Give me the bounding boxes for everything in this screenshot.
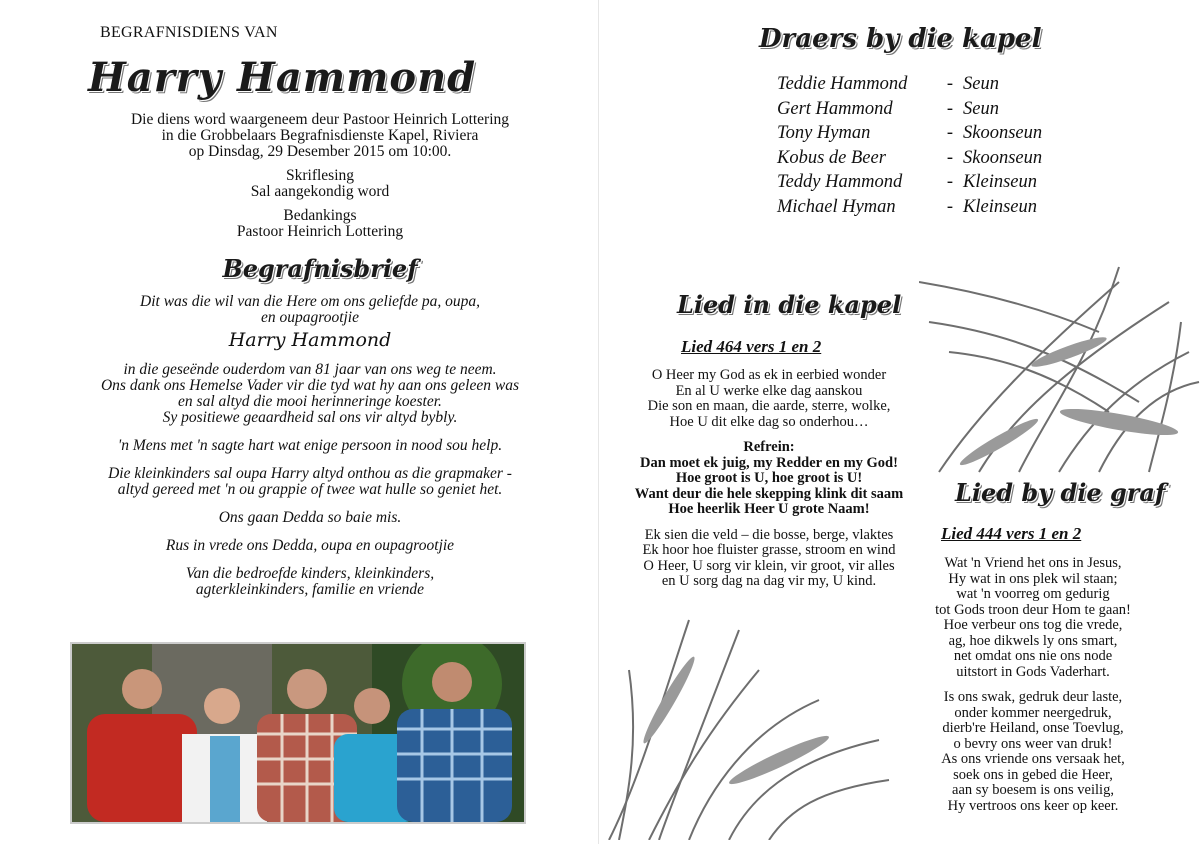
bearer-name: Tony Hyman	[777, 123, 871, 143]
bearer-row	[777, 121, 1042, 146]
bearer-name: Teddie Hammond	[777, 74, 908, 94]
grave-verse-1: Wat 'n Vriend het ons in Jesus, Hy wat in ons plek wil staan; wat 'n voorreg om gedurig tot Gods troon deur Hom te gaan! Hoe verbeur ons tog die vrede, ag, hoe dikwels ly ons smart, net omdat ons nie ons node uitstort in Gods Vaderhart.	[935, 555, 1131, 680]
grass-decoration-bottom	[599, 610, 899, 840]
letter-paragraph: Ons gaan Dedda so baie mis.	[218, 509, 402, 526]
bearer-row	[777, 170, 1042, 195]
letter-name: Harry Hammond	[228, 329, 392, 351]
letter-paragraph: Rus in vrede ons Dedda, oupa en oupagrootjie	[165, 537, 455, 554]
bearer-dash: -	[946, 74, 954, 94]
service-details	[60, 112, 580, 160]
deceased-name-title: Harry Hammond	[88, 54, 477, 101]
thanks-block	[60, 208, 580, 240]
bearer-dash: -	[946, 172, 954, 192]
bearers-title: Draers by die kapel	[759, 24, 1042, 54]
left-page	[0, 0, 598, 844]
bearer-name: Kobus de Beer	[777, 147, 886, 168]
chapel-song-number: Lied 464 vers 1 en 2	[681, 337, 822, 356]
bearer-name: Teddy Hammond	[777, 172, 903, 192]
service-header: BEGRAFNISDIENS VAN	[100, 24, 278, 41]
right-page	[598, 0, 1200, 844]
bearer-relation: Skoonseun	[963, 147, 1043, 168]
letter-paragraph: Van die bedroefde kinders, kleinkinders, agterkleinkinders, familie en vriende	[185, 565, 435, 598]
chapel-song-lyrics	[609, 368, 929, 600]
family-photo	[70, 642, 526, 824]
funeral-letter	[40, 294, 580, 610]
letter-intro-line: en oupagrootjie	[260, 309, 359, 326]
letter-intro-line: Dit was die wil van die Here om ons geliefde pa, oupa,	[140, 293, 480, 310]
bearer-dash: -	[946, 196, 954, 217]
service-line: op Dinsdag, 29 Desember 2015 om 10:00.	[188, 143, 452, 160]
bearer-relation: Kleinseun	[963, 196, 1037, 217]
grave-verse-2: Is ons swak, gedruk deur laste, onder kommer neergedruk, dierb're Heiland, onse Toevlug, o bevry ons weer van druk! As ons vriende ons versaak het, soek ons in gebed die Heer, aan sy boesem is ons veilig, Hy vertroos ons keer op keer.	[941, 689, 1125, 814]
grave-song-number: Lied 444 vers 1 en 2	[941, 524, 1082, 543]
chapel-refrain: Refrein: Dan moet ek juig, my Redder en my God! Hoe groot is U, hoe groot is U! Want deur die hele skepping klink dit saam Hoe heerlik Heer U grote Naam!	[634, 439, 904, 517]
grass-decoration-top	[919, 262, 1200, 476]
bearer-dash: -	[946, 123, 954, 143]
bearer-relation: Seun	[963, 98, 999, 119]
bearer-name: Gert Hammond	[777, 98, 893, 119]
bearer-relation: Skoonseun	[963, 123, 1043, 143]
letter-paragraph: Die kleinkinders sal oupa Harry altyd onthou as die grapmaker - altyd gereed met 'n ou grappie of twee wat hulle so geniet het.	[108, 465, 512, 498]
chapel-verse-2: Ek sien die veld – die bosse, berge, vlaktes Ek hoor hoe fluister grasse, stroom en wind O Heer, U sorg vir klein, vir groot, vir alles en U sorg dag na dag vir my, U kind.	[642, 526, 896, 589]
family-photo-illustration	[72, 644, 524, 822]
grave-song-heading: Lied by die graf	[955, 478, 1166, 507]
service-line: in die Grobbelaars Begrafnisdienste Kapel, Riviera	[161, 127, 479, 144]
letter-paragraph: in die geseënde ouderdom van 81 jaar van ons weg te neem. Ons dank ons Hemelse Vader vir die tyd wat hy aan ons geleen was en sal altyd die mooi herinneringe koester. Sy positiewe geaardheid sal ons vir altyd bybly.	[100, 361, 519, 426]
thanks-value: Pastoor Heinrich Lottering	[236, 223, 404, 240]
reading-label: Skriflesing	[285, 167, 355, 184]
letter-paragraph: 'n Mens met 'n sagte hart wat enige persoon in nood sou help.	[117, 437, 503, 454]
bearer-row	[777, 97, 1042, 122]
reading-block	[60, 168, 580, 200]
bearer-row	[777, 72, 1042, 97]
bearer-row	[777, 146, 1042, 171]
bearer-relation: Seun	[963, 74, 999, 94]
bearer-relation: Kleinseun	[963, 172, 1037, 192]
thanks-label: Bedankings	[283, 207, 357, 224]
chapel-song-heading: Lied in die kapel	[677, 290, 902, 319]
bearer-dash: -	[946, 98, 954, 119]
service-line: Die diens word waargeneem deur Pastoor Heinrich Lottering	[130, 111, 510, 128]
chapel-verse-1: O Heer my God as ek in eerbied wonder En al U werke elke dag aanskou Die son en maan, die aarde, sterre, wolke, Hoe U dit elke dag so onderhou…	[647, 367, 891, 430]
grave-song-lyrics	[895, 556, 1171, 824]
bearer-dash: -	[946, 147, 954, 168]
bearer-row	[777, 195, 1042, 220]
bearer-name: Michael Hyman	[777, 196, 896, 217]
bearers-list	[777, 72, 1042, 219]
letter-title: Begrafnisbrief	[222, 254, 418, 283]
reading-value: Sal aangekondig word	[250, 183, 390, 200]
